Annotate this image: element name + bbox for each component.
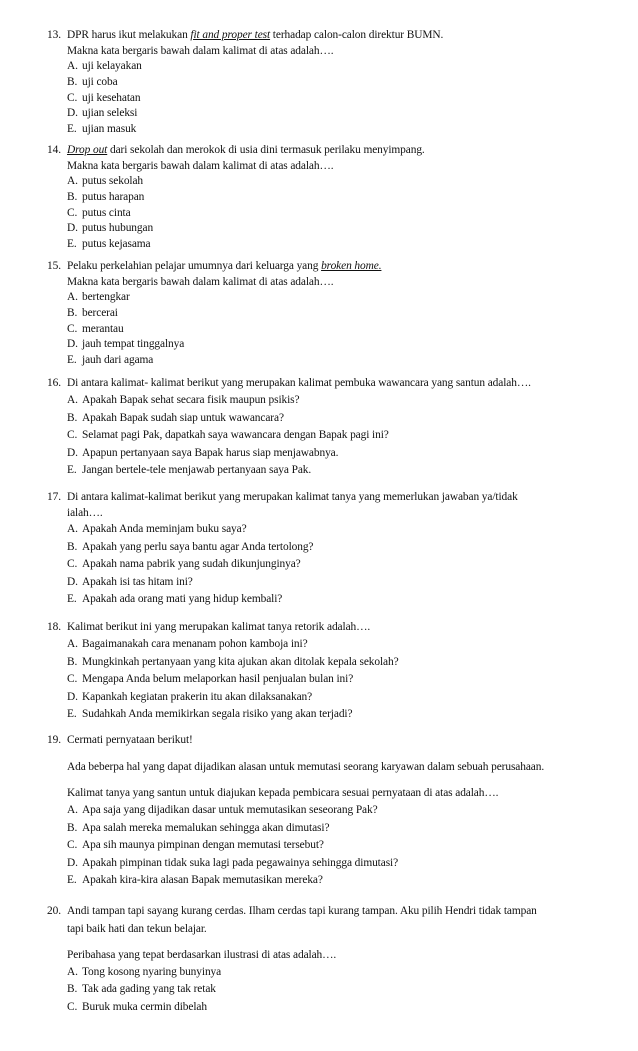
question-text: terhadap calon-calon direktur BUMN. xyxy=(270,29,444,41)
option-d[interactable]: D. jauh tempat tinggalnya xyxy=(67,338,185,351)
option-a[interactable]: A. uji kelayakan xyxy=(67,60,142,73)
option-d[interactable]: D. Apakah pimpinan tidak suka lagi pada pegawainya sehingga dimutasi? xyxy=(67,856,399,869)
question-13 xyxy=(47,28,618,138)
question-prompt: Peribahasa yang tepat berdasarkan ilustrasi di atas adalah…. xyxy=(67,949,337,961)
question-text: Kalimat berikut ini yang merupakan kalimat tanya retorik adalah…. xyxy=(67,621,371,633)
option-b[interactable]: B. Apakah yang perlu saya bantu agar Anda tertolong? xyxy=(67,540,314,553)
option-e[interactable]: E. Sudahkah Anda memikirkan segala risiko yang akan terjadi? xyxy=(67,708,353,720)
option-e[interactable]: E. Apakah kira-kira alasan Bapak memutasikan mereka? xyxy=(67,874,323,887)
option-c[interactable]: C. Selamat pagi Pak, dapatkah saya wawancara dengan Bapak pagi ini? xyxy=(67,429,389,441)
option-a[interactable]: A. bertengkar xyxy=(67,291,130,304)
option-e[interactable]: E. Apakah ada orang mati yang hidup kembali? xyxy=(67,593,283,606)
question-20 xyxy=(47,903,618,1016)
option-e[interactable]: E. Jangan bertele-tele menjawab pertanyaan saya Pak. xyxy=(67,464,312,476)
option-e[interactable]: E. putus kejasama xyxy=(67,238,151,251)
option-a[interactable]: A. putus sekolah xyxy=(67,175,144,188)
option-c[interactable]: C. Apakah nama pabrik yang sudah dikunjunginya? xyxy=(67,558,301,571)
question-number: 20. xyxy=(47,905,61,917)
option-b[interactable]: B. Mungkinkah pertanyaan yang kita ajukan akan ditolak kepala sekolah? xyxy=(67,655,399,668)
question-number: 13. xyxy=(47,29,61,41)
option-a[interactable]: A. Apakah Bapak sehat secara fisik maupun psikis? xyxy=(67,394,300,406)
underlined-term: broken home. xyxy=(321,260,382,272)
question-number: 14. xyxy=(47,144,61,156)
option-c[interactable]: C. putus cinta xyxy=(67,206,131,219)
option-e[interactable]: E. jauh dari agama xyxy=(67,354,154,367)
question-prompt: Kalimat tanya yang santun untuk diajukan kepada pembicara sesuai pernyataan di atas adalah…. xyxy=(67,787,499,800)
option-a[interactable]: A. Apa saja yang dijadikan dasar untuk memutasikan seseorang Pak? xyxy=(67,804,378,817)
question-number: 17. xyxy=(47,491,61,503)
option-d[interactable]: D. Kapankah kegiatan prakerin itu akan dilaksanakan? xyxy=(67,690,313,703)
option-b[interactable]: B. Apa salah mereka memalukan sehingga akan dimutasi? xyxy=(67,821,330,834)
question-14 xyxy=(47,143,618,253)
question-text-continued: tapi baik hati dan tekun belajar. xyxy=(67,922,207,935)
question-prompt: Makna kata bergaris bawah dalam kalimat di atas adalah…. xyxy=(67,159,334,172)
option-a[interactable]: A. Bagaimanakah cara menanam pohon kamboja ini? xyxy=(67,638,308,650)
option-d[interactable]: D. Apakah isi tas hitam ini? xyxy=(67,575,193,588)
option-c[interactable]: C. Apa sih maunya pimpinan dengan memutasi tersebut? xyxy=(67,839,324,852)
option-b[interactable]: B. Tak ada gading yang tak retak xyxy=(67,983,216,996)
question-18 xyxy=(47,619,618,724)
question-prompt: Makna kata bergaris bawah dalam kalimat di atas adalah…. xyxy=(67,275,334,288)
question-15 xyxy=(47,259,618,369)
question-text: dari sekolah dan merokok di usia dini termasuk perilaku menyimpang. xyxy=(107,144,425,156)
option-c[interactable]: C. merantau xyxy=(67,322,124,335)
underlined-term: Drop out xyxy=(67,144,108,156)
option-a[interactable]: A. Tong kosong nyaring bunyinya xyxy=(67,965,222,978)
question-text: Pelaku perkelahian pelajar umumnya dari keluarga yang xyxy=(67,260,322,272)
question-text: Di antara kalimat- kalimat berikut yang merupakan kalimat pembuka wawancara yang santun adalah…. xyxy=(67,377,531,389)
option-d[interactable]: D. ujian seleksi xyxy=(67,107,138,120)
question-text: DPR harus ikut melakukan xyxy=(67,29,191,41)
question-text: Andi tampan tapi sayang kurang cerdas. Ilham cerdas tapi kurang tampan. Aku pilih Hendri tidak tampan xyxy=(67,905,537,917)
question-number: 18. xyxy=(47,621,61,633)
option-b[interactable]: B. uji coba xyxy=(67,76,118,89)
question-text-continued: ialah…. xyxy=(67,506,103,519)
option-d[interactable]: D. Apapun pertanyaan saya Bapak harus siap menjawabnya. xyxy=(67,446,339,459)
question-number: 16. xyxy=(47,377,61,389)
question-prompt: Makna kata bergaris bawah dalam kalimat di atas adalah…. xyxy=(67,44,334,57)
option-b[interactable]: B. putus harapan xyxy=(67,191,145,204)
question-text: Di antara kalimat-kalimat berikut yang merupakan kalimat tanya yang memerlukan jawaban ya/tidak xyxy=(67,491,518,503)
question-number: 15. xyxy=(47,260,61,272)
option-b[interactable]: B. bercerai xyxy=(67,307,118,320)
question-number: 19. xyxy=(47,734,61,746)
option-e[interactable]: E. ujian masuk xyxy=(67,123,137,136)
option-c[interactable]: C. Buruk muka cermin dibelah xyxy=(67,1000,207,1013)
question-text: Cermati pernyataan berikut! xyxy=(67,734,193,746)
option-c[interactable]: C. Mengapa Anda belum melaporkan hasil penjualan bulan ini? xyxy=(67,673,354,685)
option-d[interactable]: D. putus hubungan xyxy=(67,222,154,235)
underlined-term: fit and proper test xyxy=(190,29,271,41)
question-19 xyxy=(47,733,618,890)
option-c[interactable]: C. uji kesehatan xyxy=(67,91,141,104)
question-17 xyxy=(47,490,618,609)
option-b[interactable]: B. Apakah Bapak sudah siap untuk wawancara? xyxy=(67,411,284,424)
question-16 xyxy=(47,375,618,480)
statement-text: Ada beberpa hal yang dapat dijadikan alasan untuk memutasi seorang karyawan dalam sebuah perusahaan. xyxy=(67,760,545,773)
option-a[interactable]: A. Apakah Anda meminjam buku saya? xyxy=(67,523,247,536)
